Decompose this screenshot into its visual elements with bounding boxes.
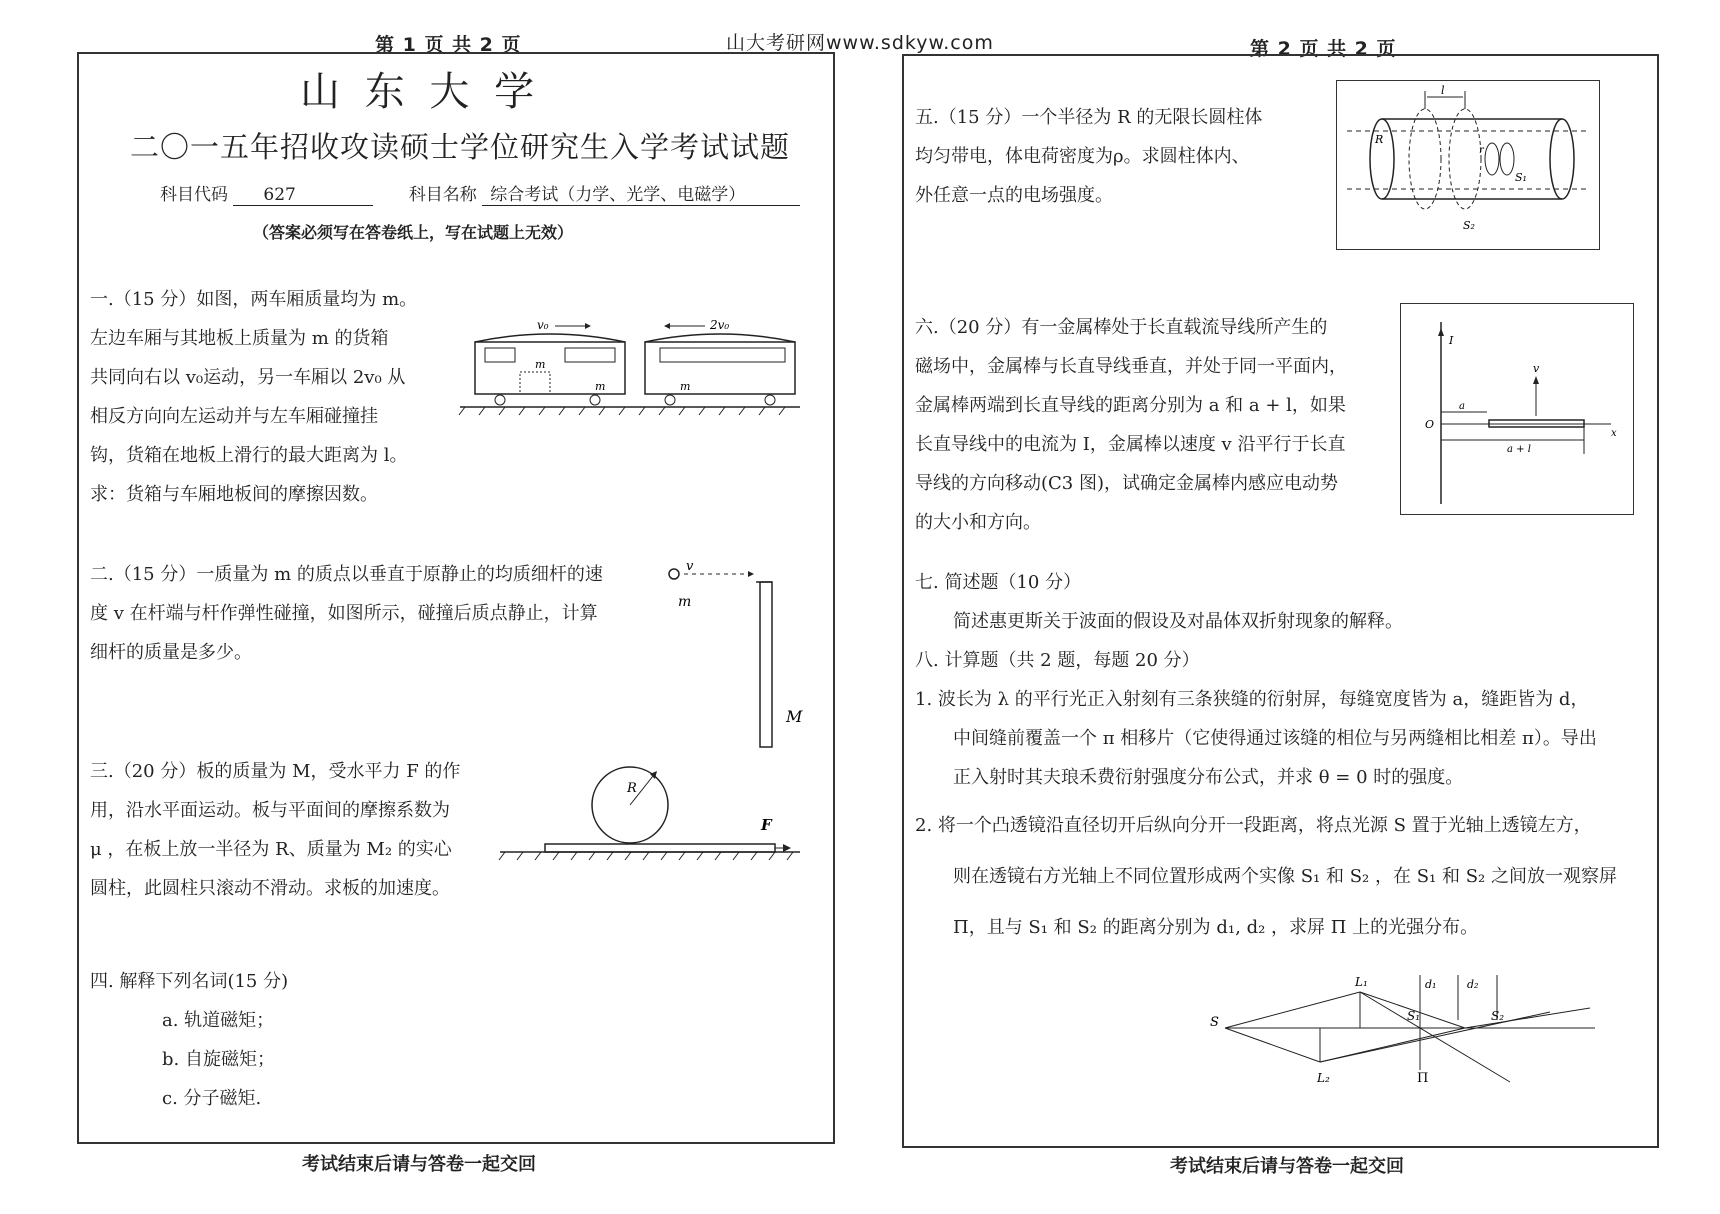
q8-p1-line: 中间缝前覆盖一个 π 相移片（它使得通过该缝的相位与另两缝相比相差 π）。导出 [953, 728, 1597, 749]
page-number-left: 第 1 页 共 2 页 [375, 34, 522, 56]
q6-a-label: a [1459, 401, 1465, 412]
q1-v0-label: v₀ [537, 318, 549, 332]
page-number-right: 第 2 页 共 2 页 [1250, 38, 1397, 60]
q1-car-m-label: m [595, 380, 606, 393]
gauss-cylinder-figure [1337, 81, 1599, 249]
q8-p1-line: 正入射时其夫琅禾费衍射强度分布公式，并求 θ = 0 时的强度。 [953, 767, 1464, 788]
q2-v-label: v [686, 560, 694, 574]
q8-S-label: S [1210, 1015, 1219, 1030]
question-6 [915, 308, 1347, 542]
q8-L2-label: L₂ [1317, 1071, 1330, 1085]
q3-line: 三.（20 分）板的质量为 M，受水平力 F 的作 [90, 761, 461, 782]
site-watermark: 山大考研网www.sdkyw.com [726, 32, 994, 54]
q6-x-label: x [1611, 428, 1617, 439]
q5-S2-label: S₂ [1463, 219, 1475, 232]
q2-line: 细杆的质量是多少。 [90, 642, 252, 663]
q4-item: c. 分子磁矩. [162, 1088, 262, 1109]
footer-left: 考试结束后请与答卷一起交回 [302, 1154, 536, 1175]
question-7 [915, 563, 1403, 641]
q6-line: 的大小和方向。 [915, 512, 1041, 533]
q8-S2-label: S₂ [1491, 1009, 1505, 1023]
q5-R-label: R [1375, 133, 1384, 146]
q8-p2-line: 2. 将一个凸透镜沿直径切开后纵向分开一段距离，将点光源 S 置于光轴上透镜左方， [915, 815, 1592, 836]
exam-title: 二〇一五年招收攻读硕士学位研究生入学考试试题 [130, 130, 791, 164]
q5-l-label: l [1441, 84, 1445, 97]
q2-M-label: M [786, 707, 803, 726]
subject-line [160, 180, 800, 206]
q1-line: 相反方向向左运动并与左车厢碰撞挂 [90, 406, 378, 427]
q5-r-label: r [1479, 145, 1484, 156]
q6-line: 导线的方向移动(C3 图)，试确定金属棒内感应电动势 [915, 473, 1338, 494]
question-2 [90, 555, 603, 672]
q1-car2-m-label: m [680, 380, 691, 393]
q5-line: 五.（15 分）一个半径为 R 的无限长圆柱体 [915, 107, 1263, 128]
footer-right: 考试结束后请与答卷一起交回 [1170, 1156, 1404, 1177]
q8-title: 八. 计算题（共 2 题，每题 20 分） [915, 650, 1200, 671]
plate-cylinder-figure [495, 760, 825, 870]
q4-item: b. 自旋磁矩； [162, 1049, 275, 1070]
q1-line: 求：货箱与车厢地板间的摩擦因数。 [90, 484, 378, 505]
q6-O-label: O [1425, 418, 1435, 431]
subject-code-label: 科目代码 [160, 185, 228, 205]
q3-line: 圆柱，此圆柱只滚动不滑动。求板的加速度。 [90, 878, 450, 899]
university-title: 山 东 大 学 [300, 69, 541, 115]
q2-line: 二.（15 分）一质量为 m 的质点以垂直于原静止的均质细杆的速 [90, 564, 603, 585]
q6-line: 磁场中，金属棒与长直导线垂直，并处于同一平面内， [915, 356, 1347, 377]
question-3 [90, 752, 460, 908]
q6-line: 六.（20 分）有一金属棒处于长直载流导线所产生的 [915, 317, 1328, 338]
q7-title: 七. 简述题（10 分） [915, 572, 1082, 593]
q3-line: 用，沿水平面运动。板与平面间的摩擦系数为 [90, 800, 450, 821]
wire-rod-figure [1401, 304, 1633, 514]
q8-p1-line: 1. 波长为 λ 的平行光正入射刻有三条狭缝的衍射屏，每缝宽度皆为 a，缝距皆为 d， [915, 689, 1589, 710]
q4-title: 四. 解释下列名词(15 分) [90, 971, 289, 992]
q3-F-label: F [761, 816, 772, 834]
subject-code: 627 [233, 185, 373, 206]
question-4 [90, 962, 288, 1118]
q8-d1-label: d₁ [1425, 978, 1437, 991]
rod-collision-figure [660, 560, 810, 760]
q6-v-label: v [1533, 362, 1540, 375]
split-lens-figure [1205, 970, 1605, 1090]
question-5 [915, 98, 1262, 215]
question-8 [915, 641, 1597, 797]
q4-item: a. 轨道磁矩； [162, 1010, 275, 1031]
q1-line: 左边车厢与其地板上质量为 m 的货箱 [90, 328, 389, 349]
question-8-2 [915, 800, 1617, 953]
q8-d2-label: d₂ [1467, 978, 1479, 991]
q5-line: 外任意一点的电场强度。 [915, 185, 1113, 206]
subject-name: 综合考试（力学、光学、电磁学） [482, 180, 800, 206]
q8-p2-line: 则在透镜右方光轴上不同位置形成两个实像 S₁ 和 S₂ ，在 S₁ 和 S₂ 之间放一观察屏 [953, 866, 1617, 887]
q6-line: 长直导线中的电流为 I，金属棒以速度 v 沿平行于长直 [915, 434, 1346, 455]
question-1 [90, 280, 417, 514]
q7-text: 简述惠更斯关于波面的假设及对晶体双折射现象的解释。 [953, 611, 1403, 632]
q3-R-label: R [627, 781, 637, 796]
q5-line: 均匀带电，体电荷密度为ρ。求圆柱体内、 [915, 146, 1250, 167]
q8-p2-line: Π，且与 S₁ 和 S₂ 的距离分别为 d₁, d₂ ，求屏 Π 上的光强分布。 [953, 917, 1479, 938]
q5-S1-label: S₁ [1515, 171, 1527, 184]
q1-line: 一.（15 分）如图，两车厢质量均为 m。 [90, 289, 418, 310]
q1-line: 钩，货箱在地板上滑行的最大距离为 l。 [90, 445, 408, 466]
q2-m-label: m [678, 594, 692, 610]
q3-line: μ ，在板上放一半径为 R、质量为 M₂ 的实心 [90, 839, 452, 860]
subject-name-label: 科目名称 [408, 185, 477, 205]
q1-2v0-label: 2v₀ [710, 318, 730, 332]
q6-I-label: I [1449, 334, 1454, 347]
q6-al-label: a + l [1507, 444, 1531, 455]
q8-S1-label: S₁ [1407, 1009, 1421, 1023]
answer-notice: （答案必须写在答卷纸上，写在试题上无效） [253, 223, 574, 242]
q6-line: 金属棒两端到长直导线的距离分别为 a 和 a + l，如果 [915, 395, 1346, 416]
q2-line: 度 v 在杆端与杆作弹性碰撞，如图所示，碰撞后质点静止，计算 [90, 603, 598, 624]
cylinder-figure-frame [1336, 80, 1600, 250]
q8-screen-label: Π [1417, 1071, 1429, 1086]
q1-box-m-label: m [535, 358, 546, 371]
wire-rod-figure-frame [1400, 303, 1634, 515]
q8-L1-label: L₁ [1355, 975, 1368, 989]
train-cars-figure [455, 312, 805, 422]
q1-line: 共同向右以 v₀运动，另一车厢以 2v₀ 从 [90, 367, 406, 388]
